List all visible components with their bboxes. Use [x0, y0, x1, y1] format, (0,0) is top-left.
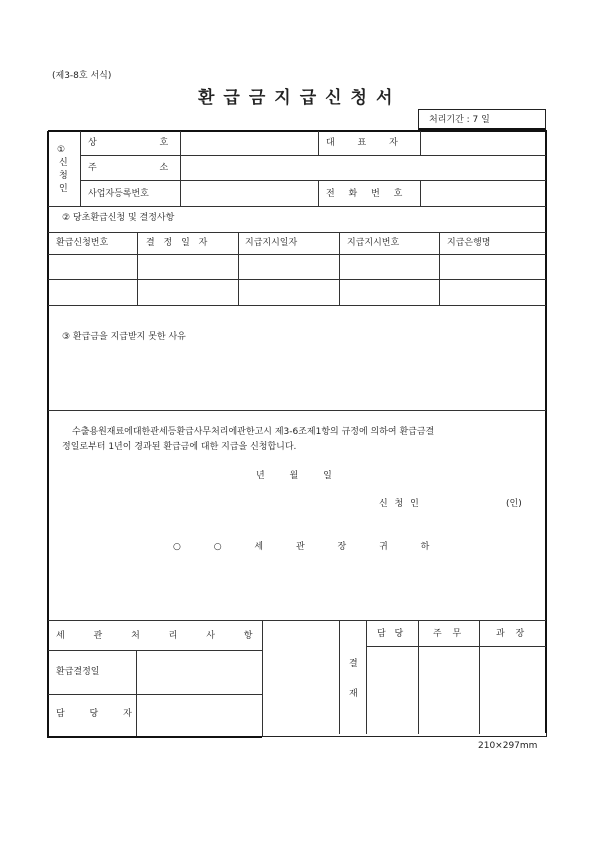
section2-title: ② 당초환급신청 및 결정사항 — [62, 213, 175, 223]
officer-label: 담 당 자 — [56, 709, 132, 719]
row2-pay-instr-no-field[interactable] — [340, 280, 438, 304]
col-pay-instr-date: 지급지시일자 — [245, 238, 298, 248]
approval-col-officer: 담 당 — [377, 629, 404, 639]
col-pay-instr-no: 지급지시번호 — [347, 238, 400, 248]
approval-col-chief: 주 무 — [433, 629, 462, 639]
applicant-label-3: 인 — [59, 184, 68, 194]
phone-field[interactable] — [421, 181, 544, 205]
officer-field[interactable] — [137, 695, 261, 735]
statement-applicant: 신 청 인 — [379, 499, 419, 509]
applicant-section-mark: ① — [57, 145, 66, 155]
row1-app-no-field[interactable] — [49, 255, 136, 278]
row2-bank-field[interactable] — [440, 280, 544, 304]
applicant-label-1: 신 — [59, 158, 68, 168]
applicant-label-2: 청 — [59, 171, 68, 181]
form-number: (제3-8호 서식) — [52, 71, 112, 81]
statement-line-1: 수출용원재료에대한관세등환급사무처리에관한고시 제3-6조제1항의 규정에 의하여 환급금결 — [72, 427, 435, 437]
col-decision-date: 결 정 일 자 — [146, 238, 208, 248]
business-name-field[interactable] — [181, 132, 317, 154]
approval-chief-sign[interactable] — [419, 647, 478, 733]
approval-label-2: 재 — [349, 689, 358, 699]
statement-seal: (인) — [506, 499, 522, 509]
processing-period: 처리기간 : 7 일 — [429, 115, 490, 125]
approval-label-1: 결 — [349, 659, 358, 669]
page-title: 환급금지급신청서 — [198, 88, 402, 108]
statement-line-2: 정일로부터 1년이 경과된 환급금에 대한 지급을 신청합니다. — [62, 442, 297, 452]
row1-pay-instr-no-field[interactable] — [340, 255, 438, 278]
row2-app-no-field[interactable] — [49, 280, 136, 304]
reason-field[interactable] — [49, 350, 544, 408]
business-reg-field[interactable] — [181, 181, 317, 205]
row2-decision-date-field[interactable] — [138, 280, 237, 304]
approval-manager-sign[interactable] — [480, 647, 544, 733]
paper-size: 210×297mm — [478, 741, 538, 751]
section3-title: ③ 환급금을 지급받지 못한 사유 — [62, 332, 186, 342]
row1-pay-instr-date-field[interactable] — [239, 255, 338, 278]
approval-officer-sign[interactable] — [367, 647, 417, 733]
business-name-label: 상 호 — [88, 138, 169, 148]
phone-label: 전 화 번 호 — [326, 189, 403, 199]
statement-addressee: ○ ○ 세 관 장 귀 하 — [173, 542, 430, 552]
statement-date: 년 월 일 — [256, 471, 332, 481]
row1-decision-date-field[interactable] — [138, 255, 237, 278]
representative-field[interactable] — [421, 132, 544, 154]
address-field[interactable] — [181, 156, 545, 179]
address-label: 주 소 — [88, 163, 169, 173]
processing-period-box — [418, 109, 546, 131]
row2-pay-instr-date-field[interactable] — [239, 280, 338, 304]
business-reg-label: 사업자등록번호 — [88, 189, 149, 199]
row1-bank-field[interactable] — [440, 255, 544, 278]
approval-col-manager: 과 장 — [496, 629, 525, 639]
decision-date-field[interactable] — [137, 651, 261, 693]
col-app-no: 환급신청번호 — [56, 238, 109, 248]
decision-date-label: 환급결정일 — [56, 667, 100, 677]
representative-label: 대 표 자 — [326, 138, 398, 148]
col-bank: 지급은행명 — [447, 238, 491, 248]
customs-processing-title: 세 관 처 리 사 항 — [56, 631, 253, 641]
